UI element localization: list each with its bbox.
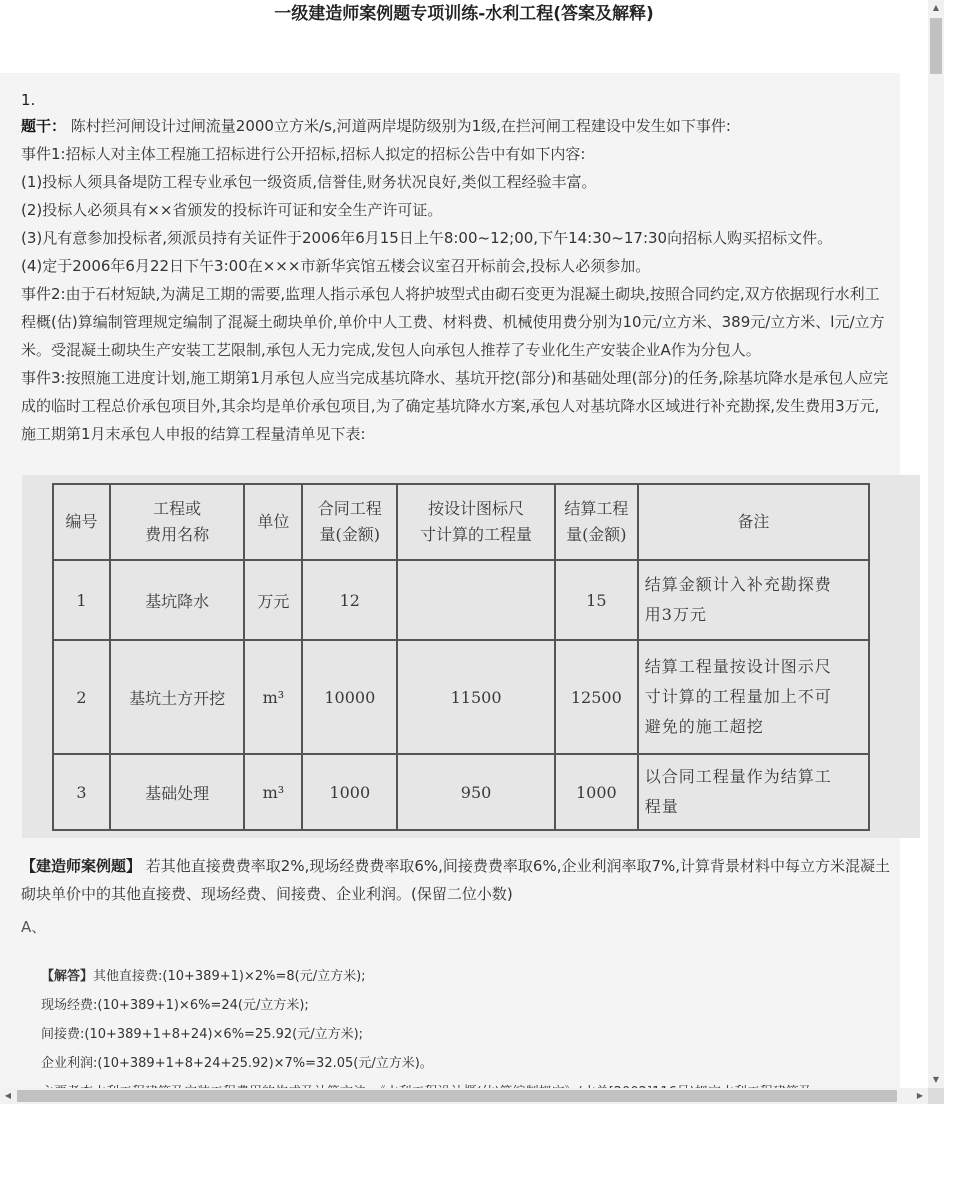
horizontal-scroll-thumb[interactable]: [17, 1090, 897, 1102]
answer-line: [41, 962, 896, 991]
cell-name: 基坑降水: [110, 560, 245, 640]
table-row: [53, 754, 869, 830]
settlement-table: [52, 483, 870, 831]
vertical-scrollbar[interactable]: [928, 0, 944, 1088]
cell-contract: 12: [302, 560, 397, 640]
table-row: [53, 640, 869, 754]
answer-line: 间接费:(10+389+1+8+24)×6%=25.92(元/立方米);: [41, 1027, 364, 1042]
header-no: 编号: [53, 484, 110, 560]
header-contract: 合同工程 量(金额): [302, 484, 397, 560]
cell-no: 3: [53, 754, 110, 830]
answer-line: 企业利润:(10+389+1+8+24+25.92)×7%=32.05(元/立方米)。: [41, 1056, 433, 1071]
scroll-down-arrow-icon[interactable]: ▼: [932, 1075, 940, 1084]
header-settle: 结算工程 量(金额): [555, 484, 638, 560]
header-design: 按设计图标尺 寸计算的工程量: [397, 484, 555, 560]
horizontal-scrollbar[interactable]: [0, 1088, 928, 1104]
cell-design: 950: [397, 754, 555, 830]
event-paragraph: 事件1:招标人对主体工程施工招标进行公开招标,招标人拟定的招标公告中有如下内容:: [21, 145, 586, 163]
answer-line: 现场经费:(10+389+1)×6%=24(元/立方米);: [41, 998, 309, 1013]
stem-line: [21, 112, 893, 140]
cell-settle: 1000: [555, 754, 638, 830]
vertical-scroll-thumb[interactable]: [930, 18, 942, 74]
cell-note: 结算工程量按设计图示尺 寸计算的工程量加上不可 避免的施工超挖: [638, 640, 869, 754]
question-label: 【建造师案例题】: [21, 857, 142, 875]
cell-contract: 10000: [302, 640, 397, 754]
cell-name: 基础处理: [110, 754, 245, 830]
event-paragraph: (4)定于2006年6月22日下午3:00在×××市新华宾馆五楼会议室召开标前会,投标人必须参加。: [21, 257, 651, 275]
question-stem: [21, 112, 893, 448]
scroll-left-arrow-icon[interactable]: ◀: [4, 1091, 12, 1100]
event-paragraph: (3)凡有意参加投标者,须派员持有关证件于2006年6月15日上午8:00~12;00,下午14:30~17:30向招标人购买招标文件。: [21, 229, 833, 247]
cell-design: [397, 560, 555, 640]
stem-text: 陈村拦河闸设计过闸流量2000立方米/s,河道两岸堤防级别为1级,在拦河闸工程建设中发生如下事件:: [70, 117, 731, 135]
cell-settle: 12500: [555, 640, 638, 754]
cell-no: 1: [53, 560, 110, 640]
scroll-up-arrow-icon[interactable]: ▲: [932, 3, 940, 12]
event-paragraph: 事件3:按照施工进度计划,施工期第1月承包人应当完成基坑降水、基坑开挖(部分)和基础处理(部分)的任务,除基坑降水是承包人应完成的临时工程总价承包项目外,其余均是单价承包项目,为了确定基坑降水方案,承包人对基坑降水区域进行补充勘探,发生费用3万元,施工期第1月末承包人申报的结算工程量清单见下表:: [21, 369, 889, 443]
question-number: 1.: [21, 91, 36, 109]
table-row: [53, 560, 869, 640]
event-paragraph: (1)投标人须具备堤防工程专业承包一级资质,信誉佳,财务状况良好,类似工程经验丰富。: [21, 173, 597, 191]
answer-label: 【解答】: [41, 969, 94, 984]
option-a[interactable]: A、: [21, 918, 47, 936]
case-question: [21, 852, 896, 908]
stem-label: 题干：: [21, 117, 67, 135]
cell-settle: 15: [555, 560, 638, 640]
cell-no: 2: [53, 640, 110, 754]
cell-note: 结算金额计入补充勘探费 用3万元: [638, 560, 869, 640]
header-note: 备注: [638, 484, 869, 560]
cell-unit: m³: [244, 754, 302, 830]
event-paragraph: 事件2:由于石材短缺,为满足工期的需要,监理人指示承包人将护坡型式由砌石变更为混凝土砌块,按照合同约定,双方依据现行水利工程概(估)算编制管理规定编制了混凝土砌块单价,单价中人工费、材料费、机械使用费分别为10元/立方米、389元/立方米、l元/立方米。受混凝土砌块生产安装工艺限制,承包人无力完成,发包人向承包人推荐了专业化生产安装企业A作为分包人。: [21, 285, 885, 359]
header-unit: 单位: [244, 484, 302, 560]
table-header-row: [53, 484, 869, 560]
scrollbar-corner: [928, 1088, 944, 1104]
header-name: 工程或 费用名称: [110, 484, 245, 560]
cell-design: 11500: [397, 640, 555, 754]
settlement-table-image: [22, 475, 920, 838]
cell-unit: 万元: [244, 560, 302, 640]
question-text: 若其他直接费费率取2%,现场经费费率取6%,间接费费率取6%,企业利润率取7%,计算背景材料中每立方米混凝土砌块单价中的其他直接费、现场经费、间接费、企业利润。(保留二位小数): [21, 857, 891, 903]
answer-block: [41, 962, 896, 1107]
answer-text: 其他直接费:(10+389+1)×2%=8(元/立方米);: [93, 969, 366, 984]
cell-name: 基坑土方开挖: [110, 640, 245, 754]
cell-unit: m³: [244, 640, 302, 754]
page-title: 一级建造师案例题专项训练-水利工程(答案及解释): [274, 4, 654, 24]
event-paragraph: (2)投标人必须具有××省颁发的投标许可证和安全生产许可证。: [21, 201, 443, 219]
cell-note: 以合同工程量作为结算工 程量: [638, 754, 869, 830]
cell-contract: 1000: [302, 754, 397, 830]
scroll-right-arrow-icon[interactable]: ▶: [916, 1091, 924, 1100]
